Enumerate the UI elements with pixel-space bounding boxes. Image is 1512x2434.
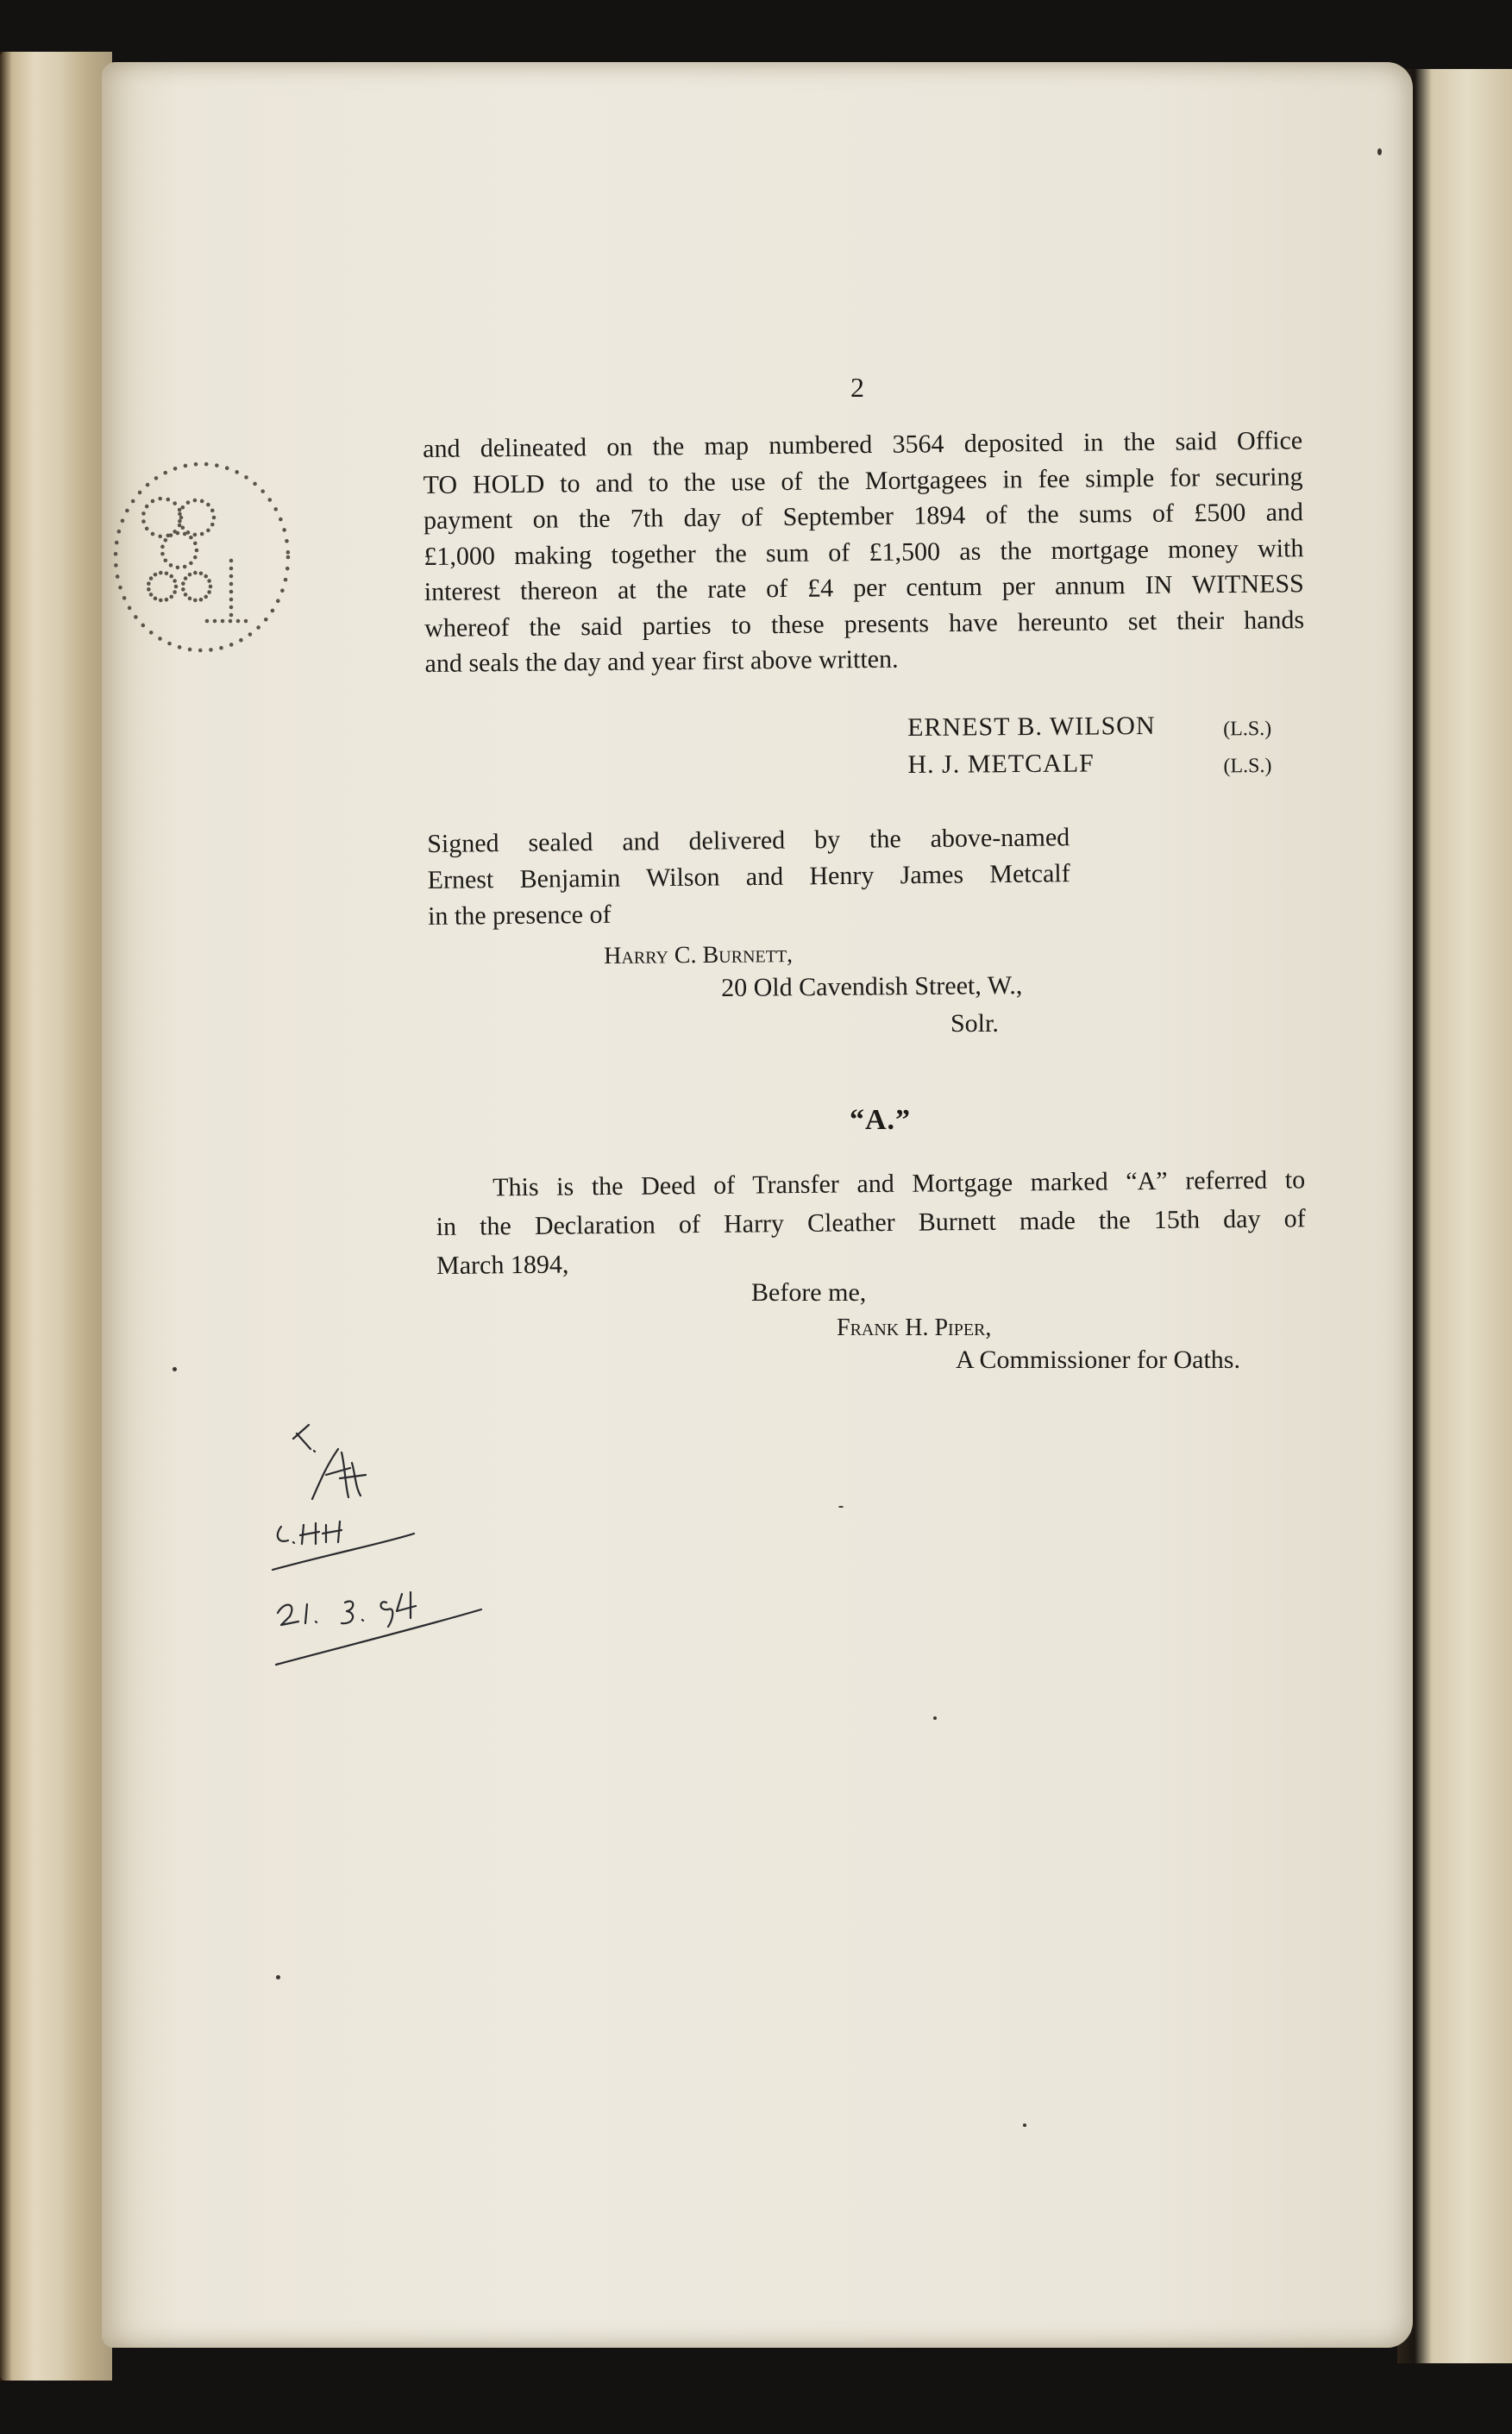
witness-role: Solr. [950, 1009, 999, 1038]
deed-line: and delineated on the map numbered 3564 deposited in the said Office [423, 426, 1303, 463]
attestation-line: Ernest Benjamin Wilson and Henry James Metcalf [427, 859, 1070, 894]
deed-line: £1,000 making together the sum of £1,500 as the mortgage money with [423, 533, 1304, 571]
signatory-row [907, 744, 1271, 784]
exhibit-line: in the Declaration of Harry Cleather Burnett made the 15th day of [436, 1204, 1306, 1241]
deed-line: payment on the 7th day of September 1894 of the sums of £500 and [423, 498, 1304, 535]
paper-speck [838, 1506, 844, 1508]
seal-mark: (L.S.) [1223, 755, 1272, 778]
commissioner-name: Frank H. Piper, [837, 1314, 992, 1341]
page-number: 2 [850, 372, 864, 403]
attestation-clause [427, 819, 1070, 935]
paper-speck [276, 1975, 280, 1979]
paper-speck [1023, 2123, 1026, 2127]
left-page-edges [0, 52, 112, 2381]
exhibit-line: March 1894, [436, 1250, 569, 1280]
signatory-name: H. J. METCALF [907, 749, 1095, 779]
signature-block [907, 707, 1272, 784]
handwritten-pencil-note [259, 1415, 518, 1691]
attestation-line: Signed sealed and delivered by the above-named [427, 823, 1070, 858]
witness-address: 20 Old Cavendish Street, W., [721, 970, 1023, 1002]
signatory-name: ERNEST B. WILSON [907, 711, 1156, 742]
deed-line: and seals the day and year first above written. [424, 644, 899, 678]
exhibit-heading: “A.” [850, 1104, 912, 1136]
signatory-row [907, 707, 1271, 747]
exhibit-paragraph [436, 1160, 1306, 1285]
paper-speck [933, 1716, 937, 1720]
right-page-edges [1397, 69, 1512, 2363]
before-me-text: Before me, [751, 1278, 867, 1307]
attestation-line: in the presence of [427, 900, 612, 931]
paper-speck [1377, 148, 1382, 155]
deed-line: TO HOLD to and to the use of the Mortgagees in fee simple for securing [423, 461, 1303, 499]
seal-mark: (L.S.) [1223, 718, 1272, 741]
exhibit-line: This is the Deed of Transfer and Mortgage marked “A” referred to [492, 1165, 1306, 1202]
commissioner-title: A Commissioner for Oaths. [956, 1346, 1240, 1374]
witness-name: Harry C. Burnett, [604, 941, 794, 969]
paper-speck [173, 1367, 177, 1371]
deed-line: interest thereon at the rate of £4 per centum per annum IN WITNESS [423, 569, 1304, 606]
deed-line: whereof the said parties to these presents have hereunto set their hands [424, 605, 1305, 643]
deed-paragraph [423, 423, 1305, 681]
perforated-stamp-icon [110, 457, 293, 657]
